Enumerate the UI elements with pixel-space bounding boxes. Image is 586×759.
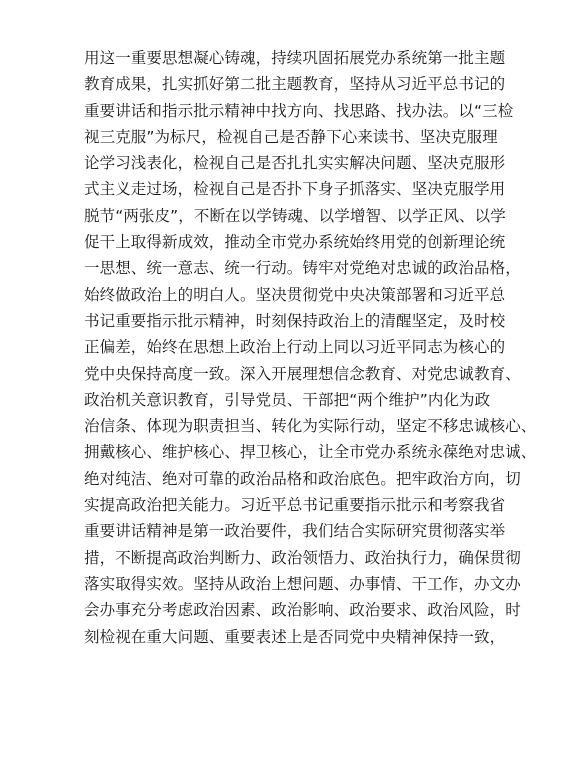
text-line: 治信条、体现为职责担当、转化为实际行动，坚定不移忠诚核心、 — [84, 417, 537, 436]
body-paragraph — [84, 45, 537, 650]
text-line: 书记重要指示批示精神，时刻保持政治上的清醒坚定，及时校 — [84, 311, 506, 330]
text-line: 用这一重要思想凝心铸魂，持续巩固拓展党办系统第一批主题 — [84, 49, 506, 67]
text-line: 教育成果，扎实抓好第二批主题教育，坚持从习近平总书记的 — [84, 75, 506, 94]
text-line: 刻检视在重大问题、重要表述上是否同党中央精神保持一致， — [84, 627, 506, 646]
text-line: 始终做政治上的明白人。坚决贯彻党中央决策部署和习近平总 — [84, 285, 506, 304]
text-line: 正偏差，始终在思想上政治上行动上同以习近平同志为核心的 — [84, 338, 506, 357]
text-line: 式主义走过场，检视自己是否扑下身子抓落实、坚决克服学用 — [84, 180, 506, 199]
text-line: 实提高政治把关能力。习近平总书记重要指示批示和考察我省 — [84, 496, 506, 515]
text-line: 视三克服”为标尺，检视自己是否静下心来读书、坚决克服理 — [84, 127, 498, 146]
text-line: 落实取得实效。坚持从政治上想问题、办事情、干工作，办文办 — [84, 574, 521, 593]
text-line: 党中央保持高度一致。深入开展理想信念教育、对党忠诚教育、 — [84, 364, 521, 383]
text-line: 会办事充分考虑政治因素、政治影响、政治要求、政治风险，时 — [84, 601, 521, 620]
text-line: 重要讲话和指示批示精神中找方向、找思路、找办法。以“三检 — [84, 101, 514, 120]
text-line: 拥戴核心、维护核心、捍卫核心，让全市党办系统永葆绝对忠诚、 — [84, 443, 537, 462]
text-line: 重要讲话精神是第一政治要件，我们结合实际研究贯彻落实举 — [84, 522, 506, 541]
text-line: 绝对纯洁、绝对可靠的政治品格和政治底色。把牢政治方向，切 — [84, 469, 521, 488]
text-line: 政治机关意识教育，引导党员、干部把“两个维护”内化为政 — [84, 390, 491, 409]
text-line: 促干上取得新成效，推动全市党办系统始终用党的创新理论统 — [84, 233, 506, 252]
text-line: 论学习浅表化，检视自己是否扎扎实实解决问题、坚决克服形 — [84, 154, 506, 173]
text-line: 措，不断提高政治判断力、政治领悟力、政治执行力，确保贯彻 — [84, 548, 521, 567]
text-line: 一思想、统一意志、统一行动。铸牢对党绝对忠诚的政治品格， — [84, 259, 521, 278]
text-line: 脱节“两张皮”，不断在以学铸魂、以学增智、以学正风、以学 — [84, 206, 506, 225]
